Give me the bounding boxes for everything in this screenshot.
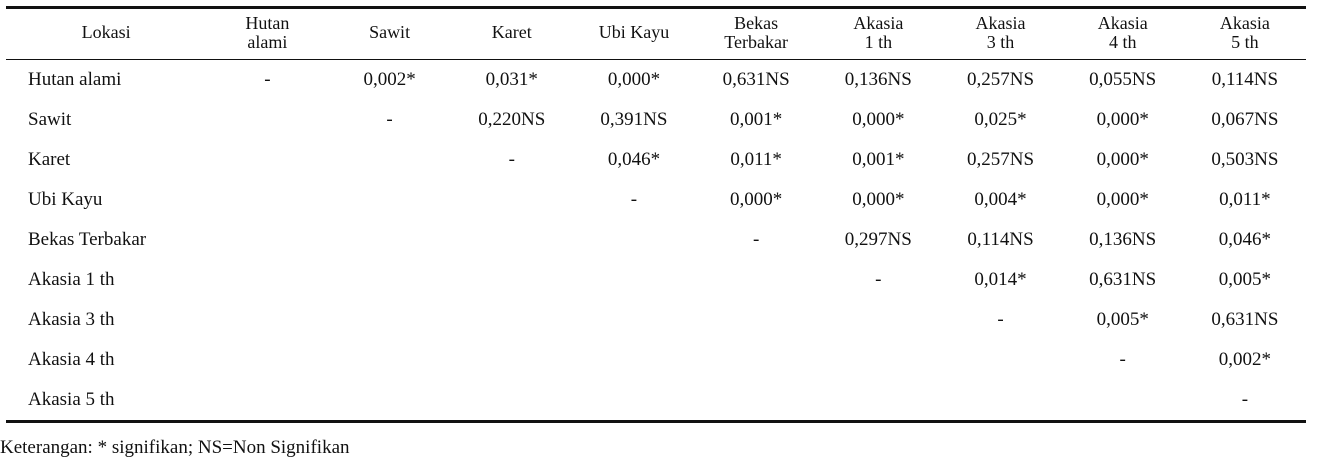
table-row xyxy=(6,260,1306,300)
table-row xyxy=(6,300,1306,340)
header-line: Hutan xyxy=(245,12,290,33)
table-cell: 0,002* xyxy=(363,68,416,90)
header-line: Akasia xyxy=(1219,12,1270,33)
table-cell: 0,000* xyxy=(1096,148,1149,170)
table-row xyxy=(6,100,1306,140)
row-label: Hutan alami xyxy=(28,68,122,90)
table-cell: 0,031* xyxy=(485,68,538,90)
row-label: Akasia 4 th xyxy=(28,348,115,370)
table-cell: 0,391NS xyxy=(600,108,668,130)
table-cell: 0,297NS xyxy=(844,228,912,250)
table-cell xyxy=(328,340,450,380)
header-column xyxy=(1184,9,1306,59)
table-cell xyxy=(573,220,695,260)
row-label: Akasia 1 th xyxy=(28,268,115,290)
row-label: Karet xyxy=(28,148,71,170)
table-row xyxy=(6,220,1306,260)
table-cell xyxy=(206,380,328,420)
header-lokasi: Lokasi xyxy=(81,22,131,43)
header-line: Ubi Kayu xyxy=(598,22,670,43)
table-cell xyxy=(695,300,817,340)
table-cell: 0,014* xyxy=(974,268,1027,290)
header-line: 1 th xyxy=(864,31,893,52)
table-cell xyxy=(206,300,328,340)
table-cell xyxy=(451,300,573,340)
table-cell: 0,136NS xyxy=(844,68,912,90)
table-cell: 0,000* xyxy=(730,188,783,210)
table-cell xyxy=(451,260,573,300)
table-footnote: Keterangan: * signifikan; NS=Non Signifikan xyxy=(0,437,350,458)
table-cell xyxy=(939,380,1061,420)
table-cell xyxy=(817,340,939,380)
table-cell: 0,257NS xyxy=(966,148,1035,170)
table-cell xyxy=(573,260,695,300)
table-cell: 0,000* xyxy=(607,68,661,90)
row-label: Ubi Kayu xyxy=(28,188,103,210)
table-cell: 0,000* xyxy=(852,108,905,130)
table-cell: - xyxy=(997,308,1004,330)
significance-table-container xyxy=(6,6,1306,423)
table-cell xyxy=(328,260,450,300)
header-line: Akasia xyxy=(975,12,1026,33)
table-row xyxy=(6,340,1306,380)
table-cell xyxy=(206,340,328,380)
table-header-row xyxy=(6,9,1306,59)
significance-table xyxy=(6,9,1306,420)
table-cell xyxy=(328,300,450,340)
header-column xyxy=(206,9,328,59)
header-line: Sawit xyxy=(369,22,411,43)
table-cell xyxy=(451,180,573,220)
header-line: Terbakar xyxy=(724,31,788,52)
table-cell xyxy=(451,340,573,380)
table-cell: - xyxy=(875,268,882,290)
table-row xyxy=(6,140,1306,180)
table-cell: - xyxy=(630,188,638,210)
table-body xyxy=(6,59,1306,420)
table-cell: - xyxy=(264,68,271,90)
table-cell xyxy=(206,220,328,260)
table-cell xyxy=(695,340,817,380)
table-cell xyxy=(328,220,450,260)
table-cell: 0,631NS xyxy=(1089,268,1157,290)
table-cell xyxy=(206,140,328,180)
header-line: Bekas xyxy=(734,12,779,33)
table-cell: - xyxy=(508,148,515,170)
table-cell: 0,503NS xyxy=(1211,148,1279,170)
header-line: 5 th xyxy=(1231,31,1259,52)
table-cell: 0,257NS xyxy=(966,68,1035,90)
row-label: Akasia 5 th xyxy=(28,388,115,410)
row-label: Akasia 3 th xyxy=(28,308,115,330)
table-cell: - xyxy=(752,228,760,250)
table-cell: 0,005* xyxy=(1218,268,1272,290)
table-cell xyxy=(206,180,328,220)
table-row xyxy=(6,180,1306,220)
table-cell xyxy=(451,380,573,420)
table-cell: 0,005* xyxy=(1096,308,1149,330)
table-cell: 0,114NS xyxy=(967,228,1034,250)
table-cell xyxy=(939,340,1061,380)
table-cell xyxy=(206,100,328,140)
row-label: Sawit xyxy=(28,108,72,130)
table-cell: 0,001* xyxy=(852,148,905,170)
header-line: 3 th xyxy=(986,31,1015,52)
header-line: Akasia xyxy=(853,12,904,33)
table-cell: 0,002* xyxy=(1218,348,1272,370)
header-column xyxy=(328,9,450,59)
table-cell: 0,055NS xyxy=(1089,68,1157,90)
header-line: 4 th xyxy=(1108,31,1137,52)
table-cell: 0,000* xyxy=(852,188,905,210)
header-column xyxy=(573,9,695,59)
table-cell: 0,136NS xyxy=(1089,228,1157,250)
table-cell xyxy=(573,340,695,380)
table-cell: 0,220NS xyxy=(478,108,546,130)
table-cell xyxy=(695,380,817,420)
table-row xyxy=(6,60,1306,100)
table-cell xyxy=(1062,380,1184,420)
header-column xyxy=(451,9,573,59)
table-cell: 0,000* xyxy=(1096,108,1149,130)
header-line: Karet xyxy=(491,22,532,43)
table-cell xyxy=(817,380,939,420)
table-cell: 0,025* xyxy=(974,108,1027,130)
table-cell: 0,011* xyxy=(1219,188,1271,210)
header-line: Akasia xyxy=(1097,12,1148,33)
table-cell: 0,001* xyxy=(730,108,783,130)
header-column xyxy=(817,9,939,59)
header-column xyxy=(695,9,817,59)
header-line: alami xyxy=(247,31,288,52)
table-cell: 0,631NS xyxy=(722,68,790,90)
table-cell xyxy=(328,180,450,220)
table-cell: 0,046* xyxy=(1218,228,1272,250)
table-cell: 0,046* xyxy=(607,148,661,170)
table-bottom-rule xyxy=(6,420,1306,423)
table-cell: 0,631NS xyxy=(1211,308,1279,330)
table-cell: 0,114NS xyxy=(1211,68,1279,90)
table-cell: - xyxy=(1119,348,1126,370)
table-row xyxy=(6,380,1306,420)
table-cell: 0,067NS xyxy=(1211,108,1279,130)
header-column xyxy=(1062,9,1184,59)
table-cell: 0,004* xyxy=(974,188,1027,210)
table-cell xyxy=(695,260,817,300)
table-cell xyxy=(206,260,328,300)
table-cell: 0,000* xyxy=(1096,188,1149,210)
table-cell xyxy=(817,300,939,340)
table-cell xyxy=(328,140,450,180)
row-label: Bekas Terbakar xyxy=(28,228,147,250)
header-column xyxy=(939,9,1061,59)
table-cell: - xyxy=(386,108,393,130)
table-cell xyxy=(451,220,573,260)
table-cell: 0,011* xyxy=(730,148,782,170)
table-cell xyxy=(573,300,695,340)
table-cell xyxy=(573,380,695,420)
table-cell xyxy=(328,380,450,420)
table-cell: - xyxy=(1241,388,1249,410)
